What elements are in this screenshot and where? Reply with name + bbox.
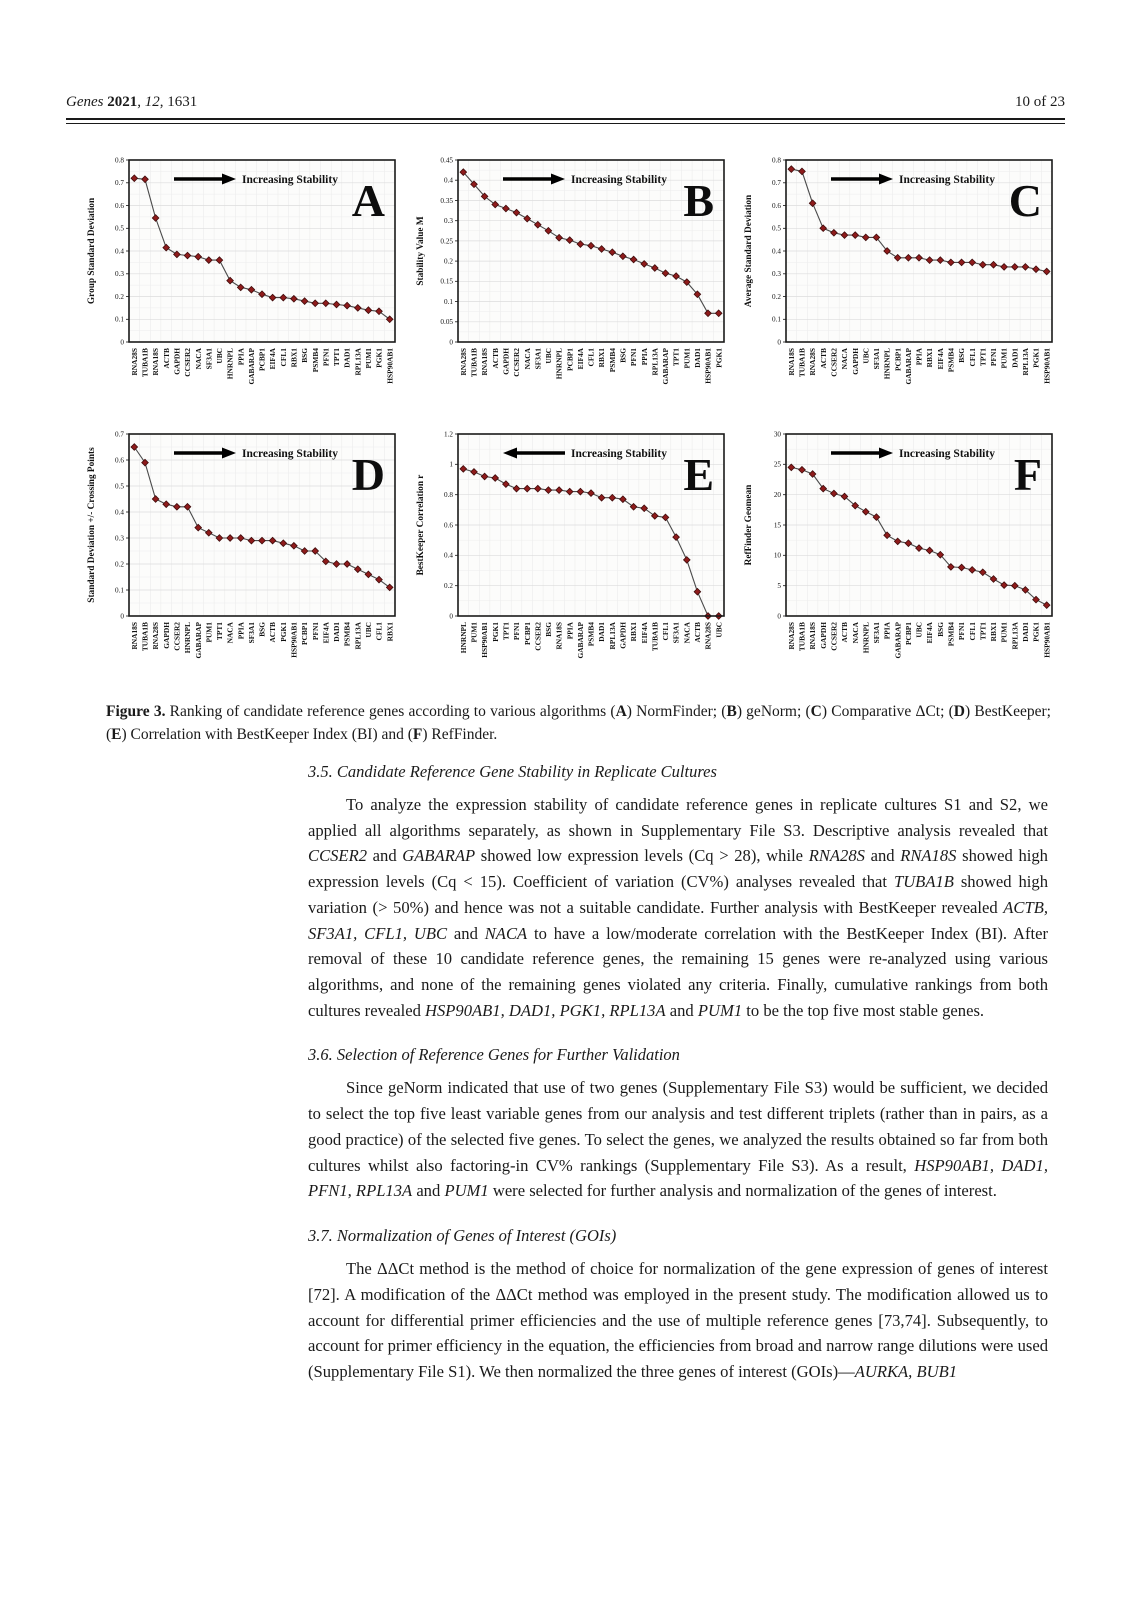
svg-text:PCBP1: PCBP1 [257, 348, 267, 371]
svg-text:HNRNPL: HNRNPL [183, 622, 193, 654]
section-paragraph: Since geNorm indicated that use of two genes (Supplementary File S3) would be sufficient, we decided to select the top five least variable genes from our analysis and test different triplets (rather than in pairs, as a good practice) of the selected five genes. To select the genes, we analyzed the results obtained so far from both cultures whilst also factoring-in CV% rankings (Supplementary File S3). As a result, HSP90AB1, DAD1, PFN1, RPL13A and PUM1 were selected for further analysis and normalization of the genes of interest. [308, 1078, 1048, 1201]
svg-text:PCBP1: PCBP1 [564, 348, 574, 371]
svg-text:RBX1: RBX1 [385, 622, 395, 642]
svg-text:PGK1: PGK1 [278, 622, 288, 642]
svg-text:RBX1: RBX1 [596, 348, 606, 368]
svg-text:CCSER2: CCSER2 [183, 348, 193, 377]
svg-text:RNA18S: RNA18S [787, 348, 797, 376]
svg-text:PSMB4: PSMB4 [946, 348, 956, 373]
svg-text:0.4: 0.4 [115, 247, 124, 256]
svg-text:PGK1: PGK1 [1031, 622, 1041, 642]
svg-text:0.8: 0.8 [772, 156, 782, 165]
chart-E [412, 426, 732, 692]
svg-text:PPIA: PPIA [564, 622, 574, 640]
svg-text:EIF4A: EIF4A [321, 622, 331, 644]
svg-text:NACA: NACA [225, 622, 235, 644]
svg-text:UBC: UBC [364, 622, 373, 638]
svg-text:TUBA1B: TUBA1B [140, 348, 150, 378]
svg-text:RNA28S: RNA28S [808, 348, 818, 376]
svg-text:ACTB: ACTB [268, 622, 278, 643]
svg-text:TPT1: TPT1 [215, 622, 224, 641]
svg-text:RBX1: RBX1 [925, 348, 935, 368]
svg-text:RNA28S: RNA28S [458, 348, 468, 376]
svg-text:PPIA: PPIA [914, 348, 924, 366]
svg-text:CCSER2: CCSER2 [829, 348, 839, 377]
svg-text:PPIA: PPIA [883, 622, 893, 640]
svg-text:PPIA: PPIA [639, 348, 649, 366]
svg-text:PUM1: PUM1 [682, 348, 692, 369]
svg-text:CFL1: CFL1 [278, 348, 288, 367]
svg-text:RBX1: RBX1 [628, 622, 638, 642]
svg-text:TPT1: TPT1 [332, 348, 342, 367]
svg-text:BSG: BSG [257, 622, 267, 637]
svg-text:PFN1: PFN1 [989, 348, 999, 367]
svg-text:PFN1: PFN1 [957, 622, 967, 641]
svg-text:NACA: NACA [682, 622, 692, 644]
svg-text:CFL1: CFL1 [660, 622, 670, 641]
svg-text:GAPDH: GAPDH [819, 622, 829, 649]
svg-text:RNA28S: RNA28S [129, 348, 139, 376]
svg-text:B: B [682, 175, 714, 226]
svg-text:EIF4A: EIF4A [575, 348, 585, 370]
svg-text:CCSER2: CCSER2 [829, 622, 839, 651]
svg-text:UBC: UBC [914, 622, 924, 638]
svg-text:DAD1: DAD1 [1021, 622, 1031, 642]
svg-text:SF3A1: SF3A1 [247, 622, 256, 644]
svg-text:EIF4A: EIF4A [639, 622, 649, 644]
chart-B [412, 152, 732, 418]
chart-C [740, 152, 1060, 418]
svg-text:CFL1: CFL1 [374, 622, 384, 641]
section-paragraph: The ΔΔCt method is the method of choice for normalization of the gene expression of genes of interest [72]. A modification of the ΔΔCt method was employed in the present study. The modification allowed us to account for differential primer efficiencies and the use of multiple reference genes [73,74]. Subsequently, to account for primer efficiency in the equation, the efficiencies from broad and narrow range dilutions were used (Supplementary File S1). We then normalized the three genes of interest (GOIs)—AURKA, BUB1 [308, 1259, 1048, 1381]
svg-text:D: D [351, 449, 385, 500]
svg-text:RNA28S: RNA28S [151, 622, 161, 650]
svg-text:PUM1: PUM1 [469, 622, 479, 643]
article-body [308, 762, 1048, 1391]
svg-text:PFN1: PFN1 [321, 348, 331, 367]
svg-text:PGK1: PGK1 [490, 622, 500, 642]
svg-text:PGK1: PGK1 [1031, 348, 1041, 368]
svg-text:30: 30 [774, 430, 782, 439]
svg-text:TUBA1B: TUBA1B [797, 348, 807, 378]
svg-text:RNA18S: RNA18S [808, 622, 818, 650]
svg-text:HSP90AB1: HSP90AB1 [1042, 348, 1052, 384]
svg-text:BSG: BSG [957, 348, 967, 363]
section-heading-1: 3.5. Candidate Reference Gene Stability in Replicate Cultures [308, 762, 717, 781]
svg-text:0.8: 0.8 [115, 156, 124, 165]
svg-text:0: 0 [449, 338, 453, 347]
svg-text:PUM1: PUM1 [1000, 622, 1010, 643]
svg-text:PSMB4: PSMB4 [586, 622, 596, 647]
svg-text:25: 25 [774, 460, 782, 469]
svg-text:PGK1: PGK1 [713, 348, 723, 368]
svg-text:PCBP1: PCBP1 [904, 622, 914, 645]
svg-text:HNRNPL: HNRNPL [883, 348, 893, 380]
svg-text:E: E [682, 449, 714, 500]
svg-text:CCSER2: CCSER2 [511, 348, 521, 377]
page-header [66, 94, 1065, 111]
svg-text:TPT1: TPT1 [978, 348, 988, 367]
svg-text:TUBA1B: TUBA1B [140, 622, 150, 652]
svg-text:RNA18S: RNA18S [479, 348, 489, 376]
svg-text:0.15: 0.15 [440, 277, 453, 286]
svg-text:0: 0 [777, 612, 782, 621]
svg-text:PCBP1: PCBP1 [893, 348, 903, 371]
svg-text:0.6: 0.6 [443, 521, 453, 530]
svg-text:PFN1: PFN1 [310, 622, 320, 641]
svg-text:0.6: 0.6 [115, 456, 124, 465]
svg-text:0: 0 [777, 338, 782, 347]
figure3-panel-B-genorm [412, 152, 732, 418]
svg-text:0.45: 0.45 [440, 156, 453, 165]
figure3-panel-F-reffinder [740, 426, 1060, 692]
svg-text:0.4: 0.4 [772, 247, 782, 256]
svg-text:1: 1 [449, 460, 453, 469]
svg-text:PUM1: PUM1 [1000, 348, 1010, 369]
svg-text:DAD1: DAD1 [332, 622, 342, 642]
svg-text:PSMB4: PSMB4 [310, 348, 320, 373]
svg-text:UBC: UBC [713, 622, 723, 638]
svg-text:DAD1: DAD1 [1010, 348, 1020, 368]
svg-text:0.4: 0.4 [443, 176, 453, 185]
svg-text:UBC: UBC [215, 348, 224, 364]
figure3-panel-C-comparative-ct [740, 152, 1060, 418]
svg-text:GABARAP: GABARAP [575, 622, 585, 659]
svg-text:ACTB: ACTB [819, 348, 829, 369]
svg-text:ACTB: ACTB [490, 348, 500, 369]
svg-text:DAD1: DAD1 [596, 622, 606, 642]
svg-text:SF3A1: SF3A1 [872, 348, 882, 370]
svg-text:GABARAP: GABARAP [247, 348, 256, 385]
svg-text:TUBA1B: TUBA1B [469, 348, 479, 378]
svg-text:0.6: 0.6 [115, 201, 124, 210]
svg-text:NACA: NACA [522, 348, 532, 370]
svg-text:Increasing Stability: Increasing Stability [242, 174, 338, 186]
svg-text:PPIA: PPIA [236, 348, 246, 366]
svg-text:RPL13A: RPL13A [1021, 348, 1031, 376]
svg-text:TUBA1B: TUBA1B [650, 622, 660, 652]
svg-text:TPT1: TPT1 [671, 348, 681, 367]
svg-text:0.5: 0.5 [772, 224, 782, 233]
figure3-panel-E-correlation-with-bestkeeper-index-bi- [412, 426, 732, 692]
svg-text:CCSER2: CCSER2 [533, 622, 543, 651]
svg-text:RBX1: RBX1 [289, 348, 299, 368]
svg-text:HNRNPL: HNRNPL [458, 622, 468, 654]
svg-text:0.3: 0.3 [115, 270, 124, 279]
svg-text:1.2: 1.2 [443, 430, 453, 439]
svg-text:PUM1: PUM1 [364, 348, 373, 369]
svg-text:0.05: 0.05 [440, 318, 453, 327]
svg-text:BSG: BSG [300, 348, 310, 363]
svg-text:ACTB: ACTB [161, 348, 171, 369]
svg-text:HSP90AB1: HSP90AB1 [385, 348, 395, 384]
svg-text:GAPDH: GAPDH [851, 348, 861, 375]
svg-text:TUBA1B: TUBA1B [797, 622, 807, 652]
chart-F [740, 426, 1060, 692]
svg-text:Increasing Stability: Increasing Stability [570, 174, 667, 186]
page-number: 10 of 23 [1015, 94, 1065, 110]
svg-text:GABARAP: GABARAP [660, 348, 670, 385]
svg-text:PUM1: PUM1 [204, 622, 214, 643]
svg-text:0: 0 [449, 612, 453, 621]
svg-text:0.2: 0.2 [443, 582, 453, 591]
svg-text:15: 15 [774, 521, 782, 530]
svg-text:HSP90AB1: HSP90AB1 [1042, 622, 1052, 658]
svg-text:CFL1: CFL1 [968, 348, 978, 367]
svg-text:BSG: BSG [618, 348, 628, 363]
svg-text:0.2: 0.2 [772, 292, 782, 301]
svg-text:BSG: BSG [543, 622, 553, 637]
svg-text:BestKeeper Correlation r: BestKeeper Correlation r [415, 474, 426, 576]
svg-text:EIF4A: EIF4A [925, 622, 935, 644]
svg-text:SF3A1: SF3A1 [533, 348, 543, 370]
svg-text:SF3A1: SF3A1 [671, 622, 681, 644]
svg-text:CFL1: CFL1 [586, 348, 596, 367]
svg-text:5: 5 [777, 582, 782, 591]
svg-text:PSMB4: PSMB4 [342, 622, 352, 647]
svg-text:RefFinder Geomean: RefFinder Geomean [744, 484, 755, 566]
svg-text:HSP90AB1: HSP90AB1 [479, 622, 489, 658]
svg-text:C: C [1009, 175, 1043, 226]
svg-text:PGK1: PGK1 [374, 348, 384, 368]
svg-text:RNA18S: RNA18S [129, 622, 139, 650]
svg-text:NACA: NACA [840, 348, 850, 370]
figure3-caption: Figure 3. Ranking of candidate reference genes according to various algorithms (A) NormFinder; (B) geNorm; (C) Comparative ΔCt; (D) BestKeeper; (E) Correlation with BestKeeper Index (BI) and (F) RefFinder. [106, 703, 1051, 744]
svg-text:PCBP1: PCBP1 [522, 622, 532, 645]
svg-text:F: F [1014, 449, 1043, 500]
figure3-panel-A-normfinder [83, 152, 403, 418]
svg-text:ACTB: ACTB [692, 622, 702, 643]
svg-text:Standard Deviation +/- Crossin: Standard Deviation +/- Crossing Points [87, 447, 97, 603]
svg-text:RPL13A: RPL13A [650, 348, 660, 376]
svg-text:RBX1: RBX1 [989, 622, 999, 642]
svg-text:PFN1: PFN1 [628, 348, 638, 367]
svg-text:Increasing Stability: Increasing Stability [242, 448, 338, 460]
svg-text:0.4: 0.4 [443, 551, 453, 560]
svg-text:RPL13A: RPL13A [607, 622, 617, 650]
section-paragraph: To analyze the expression stability of candidate reference genes in replicate cultures S1 and S2, we applied all algorithms separately, as shown in Supplementary File S3. Descriptive analysis revealed that CCSER2 and GABARAP showed low expression levels (Cq > 28), while RNA28S and RNA18S showed high expression levels (Cq < 15). Coefficient of variation (CV%) analyses revealed that TUBA1B showed high variation (> 50%) and hence was not a suitable candidate. Further analysis with BestKeeper revealed ACTB, SF3A1, CFL1, UBC and NACA to have a low/moderate correlation with the BestKeeper Index (BI). After removal of these 10 candidate reference genes, the remaining 15 genes were re-analyzed using various algorithms, and none of the remaining genes violated any criteria. Finally, cumulative rankings from both cultures revealed HSP90AB1, DAD1, PGK1, RPL13A and PUM1 to be the top five most stable genes. [308, 795, 1048, 1020]
svg-text:0.2: 0.2 [443, 257, 453, 266]
svg-text:Average Standard Deviation: Average Standard Deviation [744, 194, 755, 308]
svg-text:RNA18S: RNA18S [151, 348, 161, 376]
svg-text:HSP90AB1: HSP90AB1 [289, 622, 299, 658]
svg-text:NACA: NACA [193, 348, 203, 370]
svg-text:0.3: 0.3 [115, 534, 124, 543]
svg-text:GAPDH: GAPDH [618, 622, 628, 649]
svg-text:Stability Value M: Stability Value M [415, 216, 426, 286]
svg-text:PSMB4: PSMB4 [607, 348, 617, 373]
svg-text:RNA28S: RNA28S [703, 622, 713, 650]
svg-text:0.1: 0.1 [115, 586, 124, 595]
svg-text:0.2: 0.2 [115, 292, 124, 301]
svg-text:0.7: 0.7 [115, 430, 124, 439]
svg-text:0.4: 0.4 [115, 508, 124, 517]
svg-text:CCSER2: CCSER2 [172, 622, 182, 651]
svg-text:GAPDH: GAPDH [172, 348, 182, 375]
svg-text:HNRNPL: HNRNPL [861, 622, 871, 654]
chart-A [83, 152, 403, 418]
svg-text:PCBP1: PCBP1 [300, 622, 310, 645]
svg-text:HSP90AB1: HSP90AB1 [703, 348, 713, 384]
svg-text:DAD1: DAD1 [342, 348, 352, 368]
section-heading-3: 3.7. Normalization of Genes of Interest (GOIs) [308, 1226, 617, 1246]
svg-text:0.3: 0.3 [443, 217, 453, 226]
svg-text:0.7: 0.7 [772, 179, 782, 188]
svg-text:GAPDH: GAPDH [501, 348, 511, 375]
svg-text:UBC: UBC [861, 348, 871, 364]
svg-text:PFN1: PFN1 [511, 622, 521, 641]
svg-text:0.1: 0.1 [772, 315, 782, 324]
svg-text:0: 0 [120, 338, 124, 347]
header-divider [66, 118, 1065, 124]
svg-text:BSG: BSG [936, 622, 946, 637]
svg-text:10: 10 [774, 551, 782, 560]
svg-text:20: 20 [774, 491, 782, 500]
svg-text:HNRNPL: HNRNPL [554, 348, 564, 380]
svg-text:GABARAP: GABARAP [904, 348, 914, 385]
svg-text:Increasing Stability: Increasing Stability [570, 448, 667, 460]
svg-text:HNRNPL: HNRNPL [225, 348, 235, 380]
figure3-panel-D-bestkeeper [83, 426, 403, 692]
svg-text:EIF4A: EIF4A [268, 348, 278, 370]
svg-text:RPL13A: RPL13A [353, 348, 363, 376]
svg-text:0.8: 0.8 [443, 491, 453, 500]
svg-text:Increasing Stability: Increasing Stability [899, 448, 996, 460]
svg-text:SF3A1: SF3A1 [872, 622, 882, 644]
svg-text:0.1: 0.1 [115, 315, 124, 324]
svg-text:GABARAP: GABARAP [893, 622, 903, 659]
svg-text:RPL13A: RPL13A [353, 622, 363, 650]
svg-text:CFL1: CFL1 [968, 622, 978, 641]
svg-text:SF3A1: SF3A1 [204, 348, 214, 370]
svg-text:PSMB4: PSMB4 [946, 622, 956, 647]
svg-text:RNA28S: RNA28S [787, 622, 797, 650]
svg-text:A: A [351, 175, 385, 226]
chart-D [83, 426, 403, 692]
svg-text:GAPDH: GAPDH [161, 622, 171, 649]
svg-text:0.5: 0.5 [115, 224, 124, 233]
svg-text:RPL13A: RPL13A [1010, 622, 1020, 650]
svg-text:0: 0 [120, 612, 124, 621]
svg-text:DAD1: DAD1 [692, 348, 702, 368]
svg-text:TPT1: TPT1 [501, 622, 511, 641]
svg-text:ACTB: ACTB [840, 622, 850, 643]
section-heading-2: 3.6. Selection of Reference Genes for Further Validation [308, 1045, 680, 1065]
svg-text:PPIA: PPIA [236, 622, 246, 640]
svg-text:TPT1: TPT1 [978, 622, 988, 641]
svg-text:0.25: 0.25 [440, 237, 453, 246]
svg-text:0.5: 0.5 [115, 482, 124, 491]
svg-text:0.2: 0.2 [115, 560, 124, 569]
journal-citation: Genes 2021, 12, 1631 [66, 94, 198, 110]
svg-text:Increasing Stability: Increasing Stability [899, 174, 996, 186]
svg-text:GABARAP: GABARAP [193, 622, 203, 659]
svg-text:0.3: 0.3 [772, 270, 782, 279]
svg-text:NACA: NACA [851, 622, 861, 644]
svg-text:0.7: 0.7 [115, 179, 124, 188]
svg-text:EIF4A: EIF4A [936, 348, 946, 370]
svg-text:Group Standard Deviation: Group Standard Deviation [87, 197, 97, 305]
svg-text:RNA18S: RNA18S [554, 622, 564, 650]
svg-text:0.6: 0.6 [772, 201, 782, 210]
figure3-panel-grid [83, 152, 1061, 692]
svg-text:0.1: 0.1 [443, 298, 453, 306]
svg-text:UBC: UBC [543, 348, 553, 364]
svg-text:0.35: 0.35 [440, 196, 453, 205]
